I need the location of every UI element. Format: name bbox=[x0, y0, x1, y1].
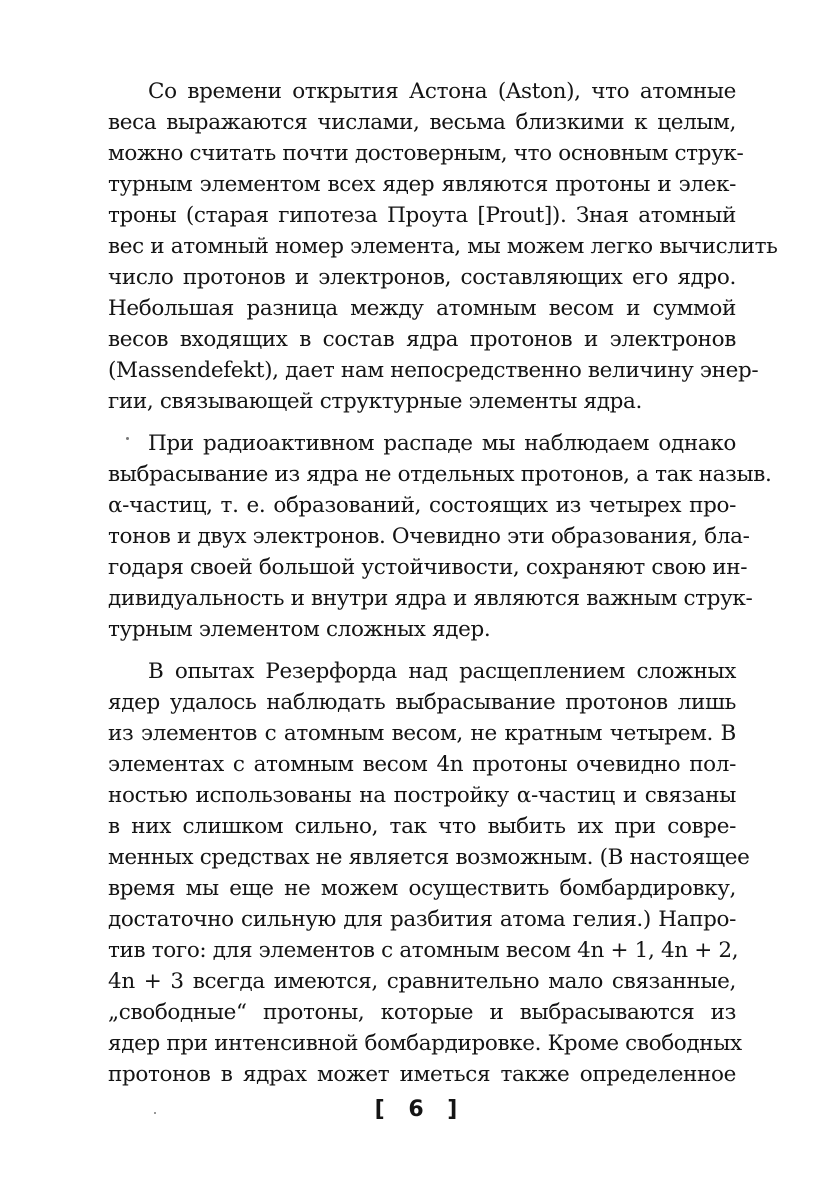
text-line: ядер при интенсивной бомбардировке. Кроме свободных bbox=[108, 1031, 742, 1056]
text-line: 4n + 3 всегда имеются, сравнительно мало связанные, bbox=[108, 969, 736, 994]
text-line: элементах с атомным весом 4n протоны очевидно пол- bbox=[108, 752, 736, 777]
page-number: [ 6 ] bbox=[374, 1097, 466, 1122]
text-line: выбрасывание из ядра не отдельных протонов, а так назыв. bbox=[108, 462, 772, 487]
text-line: α-частиц, т. е. образований, состоящих из четырех про- bbox=[108, 493, 736, 518]
text-line: „свободные“ протоны, которые и выбрасываются из bbox=[108, 1000, 736, 1025]
text-line: В опытах Резерфорда над расщеплением сложных bbox=[148, 659, 736, 684]
text-line: турным элементом всех ядер являются протоны и элек- bbox=[108, 172, 736, 197]
text-line: время мы еще не можем осуществить бомбардировку, bbox=[108, 876, 736, 901]
text-line: менных средствах не является возможным. (В настоящее bbox=[108, 845, 750, 870]
text-line: годаря своей большой устойчивости, сохраняют свою ин- bbox=[108, 555, 748, 580]
text-line: тив того: для элементов с атомным весом 4n + 1, 4n + 2, bbox=[108, 938, 739, 963]
text-line: вес и атомный номер элемента, мы можем легко вычислить bbox=[108, 234, 778, 259]
text-line: число протонов и электронов, составляющих его ядро. bbox=[108, 265, 736, 290]
paragraph-3 bbox=[108, 656, 750, 1090]
text-line: веса выражаются числами, весьма близкими к целым, bbox=[108, 110, 736, 135]
text-line: тонов и двух электронов. Очевидно эти образования, бла- bbox=[108, 524, 750, 549]
paragraph-1 bbox=[108, 76, 778, 417]
text-line: Со времени открытия Астона (Aston), что атомные bbox=[148, 79, 736, 104]
text-line: При радиоактивном распаде мы наблюдаем однако bbox=[148, 431, 736, 456]
text-line: дивидуальность и внутри ядра и являются важным струк- bbox=[108, 586, 753, 611]
text-line: в них слишком сильно, так что выбить их при совре- bbox=[108, 814, 736, 839]
text-line: турным элементом сложных ядер. bbox=[108, 617, 491, 642]
print-speck bbox=[126, 437, 129, 440]
text-line: ностью использованы на постройку α-частиц и связаны bbox=[108, 783, 736, 808]
text-line: гии, связывающей структурные элементы ядра. bbox=[108, 389, 642, 414]
text-line: можно считать почти достоверным, что основным струк- bbox=[108, 141, 744, 166]
body-text bbox=[108, 76, 778, 1090]
text-line: ядер удалось наблюдать выбрасывание протонов лишь bbox=[108, 690, 736, 715]
text-line: протонов в ядрах может иметься также определенное bbox=[108, 1062, 736, 1087]
print-speck bbox=[154, 1112, 156, 1114]
text-line: (Massendefekt), дает нам непосредственно величину энер- bbox=[108, 358, 759, 383]
text-line: весов входящих в состав ядра протонов и электронов bbox=[108, 327, 736, 352]
text-line: троны (старая гипотеза Проута [Prout]). Зная атомный bbox=[108, 203, 736, 228]
text-line: достаточно сильную для разбития атома гелия.) Напро- bbox=[108, 907, 736, 932]
text-line: из элементов с атомным весом, не кратным четырем. В bbox=[108, 721, 736, 746]
text-line: Небольшая разница между атомным весом и суммой bbox=[108, 296, 736, 321]
paragraph-2 bbox=[108, 428, 772, 645]
